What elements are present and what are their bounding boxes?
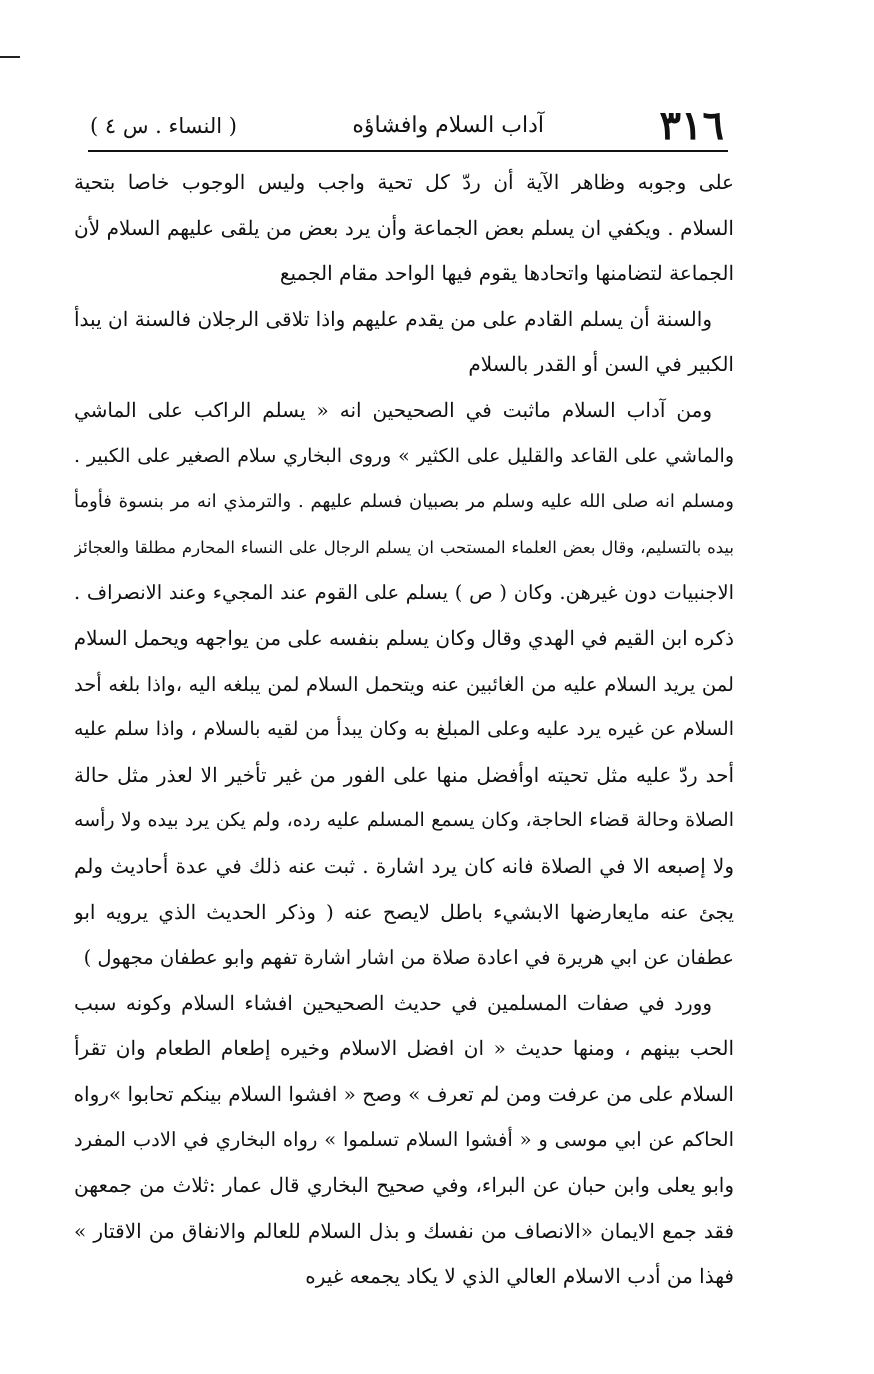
text-line: الكبير في السن أو القدر بالسلام [468,352,734,377]
text-line: الاجنبيات دون غيرهن. وكان ( ص ) يسلم على القوم عند المجيء وعند الانصراف . [74,581,734,605]
text-line: الحب بينهم ، ومنها حديث « ان افضل الاسلام وخيره إطعام الطعام وان تقرأ [74,1036,734,1061]
header-rule [88,150,728,152]
text-line: والماشي على القاعد والقليل على الكثير » وروى البخاري سلام الصغير على الكبير . [74,444,734,467]
text-line: يجئ عنه مايعارضها الابشيء باطل لايصح عنه ( وذكر الحديث الذي يرويه ابو [74,899,734,924]
text-line: الحاكم عن ابي موسى و « أفشوا السلام تسلموا » رواه البخاري في الادب المفرد [74,1128,734,1152]
running-title: آداب السلام وافشاؤه [352,113,544,138]
text-line: بيده بالتسليم، وقال بعض العلماء المستحب ان يسلم الرجال على النساء المحارم مطلقا والعجائز [74,537,734,557]
text-line: السلام على من عرفت ومن لم تعرف » وصح « افشوا السلام بينكم تحابوا »رواه [74,1081,734,1106]
chapter-reference: ( النساء . س ٤ ) [90,114,237,138]
scan-edge-mark [0,56,20,58]
text-line: ومن آداب السلام ماثبت في الصحيحين انه « يسلم الراكب على الماشي [74,397,712,422]
text-line: ذكره ابن القيم في الهدي وقال وكان يسلم بنفسه على من يواجهه ويحمل السلام [74,625,734,650]
text-line: السلام . ويكفي ان يسلم بعض الجماعة وأن يرد بعض من يلقى عليهم السلام لأن [74,215,734,240]
text-line: السلام عن غيره يرد عليه وعلى المبلغ به وكان يبدأ من لقيه بالسلام ، واذا سلم عليه [74,718,734,741]
text-line: الجماعة لتضامنها واتحادها يقوم فيها الواحد مقام الجميع [279,261,734,286]
text-line: أحد ردّ عليه مثل تحيته اوأفضل منها على الفور من غير تأخير الا لعذر مثل حالة [74,762,734,787]
text-line: لمن يريد السلام عليه من الغائبين عنه ويتحمل السلام لمن يبلغه اليه ،واذا بلغه أحد [74,672,734,696]
text-line: فهذا من أدب الاسلام العالي الذي لا يكاد يجمعه غيره [305,1264,734,1289]
page-number: ٣١٦ [659,102,724,149]
body-text [74,160,734,1300]
text-line: ولا إصبعه الا في الصلاة فانه كان يرد اشارة . ثبت عنه ذلك في عدة أحاديث ولم [74,853,734,878]
text-line: الصلاة وحالة قضاء الحاجة، وكان يسمع المسلم عليه رده، ولم يكن يرد بيده ولا رأسه [74,809,734,832]
text-line: فقد جمع الايمان «الانصاف من نفسك و بذل السلام للعالم والانفاق من الاقتار » [74,1218,734,1243]
text-line: على وجوبه وظاهر الآية أن ردّ كل تحية واجب وليس الوجوب خاصا بتحية [74,170,734,194]
page-header [90,102,724,150]
text-line: وورد في صفات المسلمين في حديث الصحيحين افشاء السلام وكونه سبب [74,990,712,1015]
text-line: وابو يعلى وابن حبان عن البراء، وفي صحيح البخاري قال عمار :ثلاث من جمعهن [74,1173,734,1198]
text-line: والسنة أن يسلم القادم على من يقدم عليهم واذا تلاقى الرجلان فالسنة ان يبدأ [74,306,712,331]
text-line: ومسلم انه صلى الله عليه وسلم مر بصبيان فسلم عليهم . والترمذي انه مر بنسوة فأومأ [74,491,734,513]
text-line: عطفان عن ابي هريرة في اعادة صلاة من اشار اشارة تفهم وابو عطفان مجهول ) [83,946,734,970]
